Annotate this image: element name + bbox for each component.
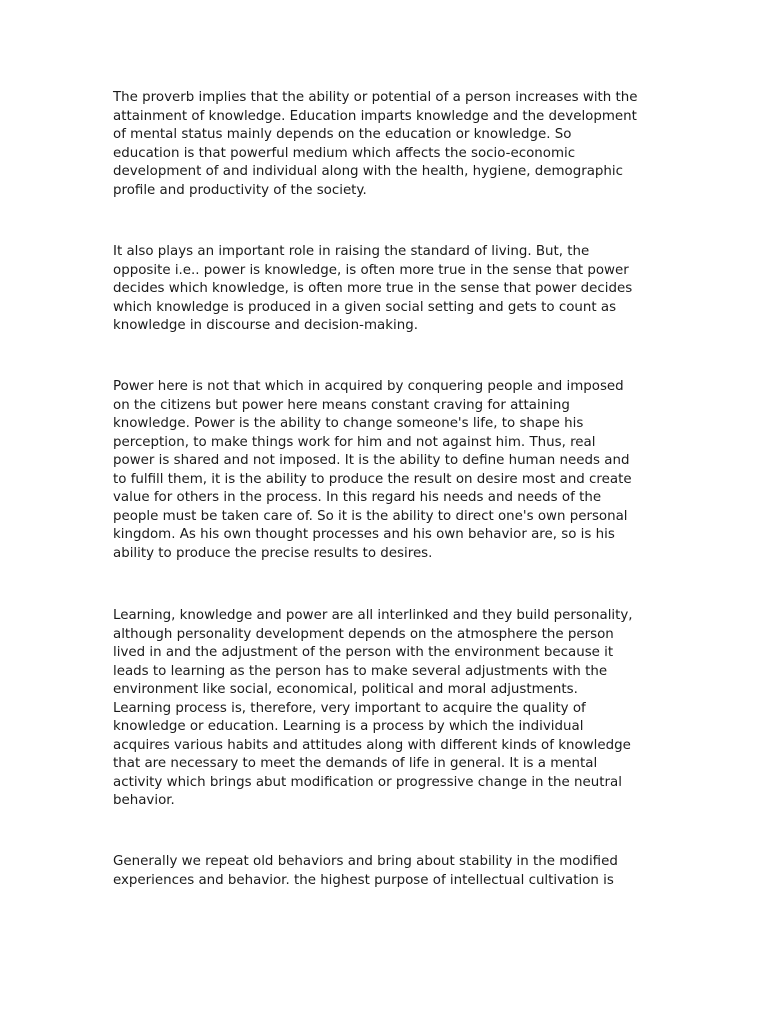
paragraph-4: Learning, knowledge and power are all interlinked and they build personality, although personality development depends on the atmosphere the person lived in and the adjustment of the person with the environment because it leads to learning as the person has to make several adjustments with the environment like social, economical, political and moral adjustments. Learning process is, therefore, very important to acquire the quality of knowledge or education. Learning is a process by which the individual acquires various habits and attitudes along with different kinds of knowledge that are necessary to meet the demands of life in general. It is a mental activity which brings abut modification or progressive change in the neutral behavior.	[113, 608, 633, 808]
paragraph-3: Power here is not that which in acquired by conquering people and imposed on the citizens but power here means constant craving for attaining knowledge. Power is the ability to change someone's life, to shape his perception, to make things work for him and not against him. Thus, real power is shared and not imposed. It is the ability to define human needs and to fulfill them, it is the ability to produce the result on desire most and create value for others in the process. In this regard his needs and needs of the people must be taken care of. So it is the ability to direct one's own personal kingdom. As his own thought processes and his own behavior are, so is his ability to produce the precise results to desires.	[113, 379, 632, 561]
paragraph-5: Generally we repeat old behaviors and bring about stability in the modified experiences and behavior. the highest purpose of intellectual cultivation is	[113, 854, 618, 888]
paragraph-2: It also plays an important role in raising the standard of living. But, the opposite i.e.. power is knowledge, is often more true in the sense that power decides which knowledge, is often more true in the sense that power decides which knowledge is produced in a given social setting and gets to count as knowledge in discourse and decision-making.	[113, 244, 633, 333]
paragraph-1: The proverb implies that the ability or potential of a person increases with the attainment of knowledge. Education imparts knowledge and the development of mental status mainly depends on the education or knowledge. So education is that powerful medium which affects the socio-economic development of and individual along with the health, hygiene, demographic profile and productivity of the society.	[113, 90, 638, 198]
